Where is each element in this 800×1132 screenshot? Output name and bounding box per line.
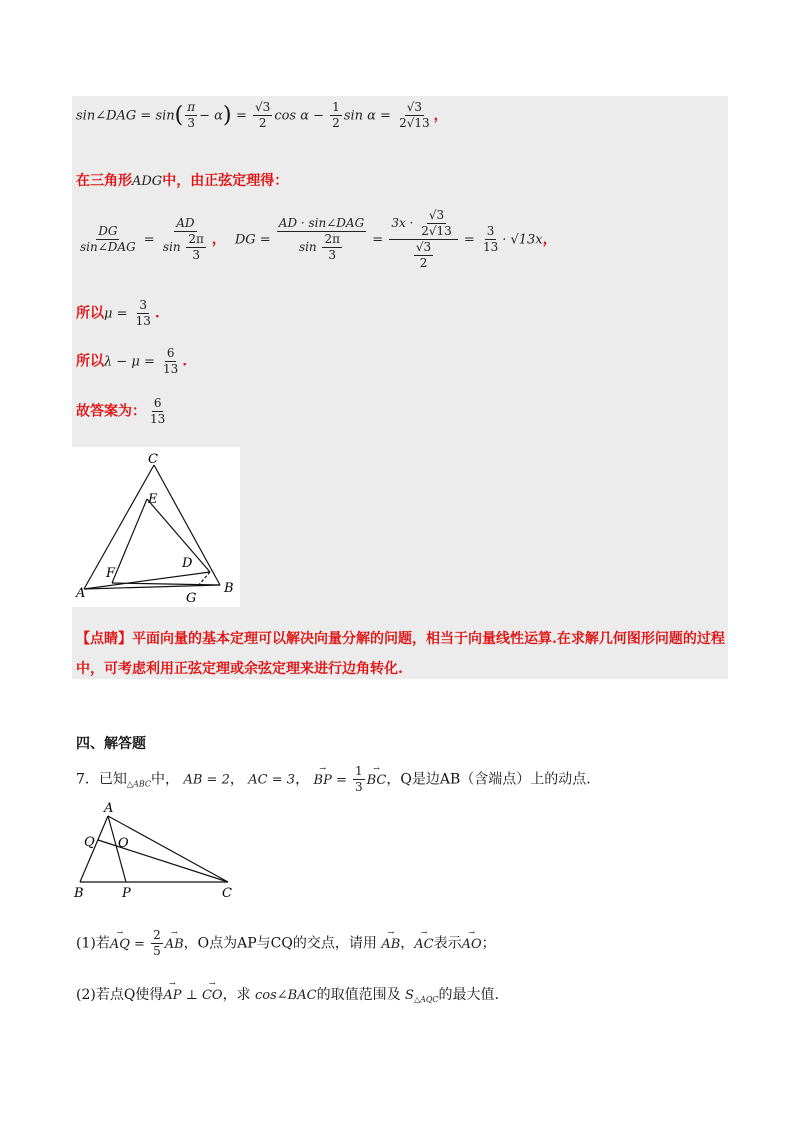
label-c: C	[222, 886, 232, 901]
edge-ef	[112, 499, 147, 583]
label-g: G	[186, 591, 197, 606]
edge-ca	[84, 465, 154, 589]
label-d: D	[182, 556, 193, 571]
mu-result: 所以μ = $\frac{3}{13}$ .	[76, 298, 160, 328]
section-title: 四、解答题	[76, 736, 146, 752]
edge-fb	[112, 583, 220, 585]
label-o: O	[118, 836, 129, 851]
triangle-figure-2	[72, 800, 242, 902]
sine-law-intro: 在三角形ADG中，由正弦定理得：	[76, 173, 289, 189]
label-b: B	[224, 581, 234, 596]
lambda-minus-mu-result: 所以λ − μ = $\frac{6}{13}$ .	[76, 346, 188, 376]
final-answer: 故答案为： $\frac{6}{13}$	[76, 396, 166, 426]
comment-line-1: 【点睛】平面向量的基本定理可以解决向量分解的问题，相当于向量线性运算.在求解几何图形问题的过程	[76, 631, 725, 647]
triangle-figure-1	[72, 447, 240, 607]
label-c: C	[148, 452, 158, 467]
problem-7-part-1: (1)若→ AQ = $\frac{2}{5}$ → AB，O点为AP与CQ的交点，请用 → AB，→ AC表示→ AO；	[76, 928, 496, 959]
problem-7-part-2: (2)若点Q使得→ AP ⊥ → CO，求 cos∠BAC的取值范围及 $S_{\triangle AQC}$的最大值.	[76, 984, 499, 1004]
formula-dg: $\frac{DG}{\text{sin∠DAG}}$ = AD sin $\frac{2\pi}{3}$ ， DG = AD · sin∠DAG sin $\frac{2\pi}{3}$ = 3x · $\frac{√3}{2√13}$ $\frac{√3}{2}$ = $\frac{3}{13}$ · √13x，	[80, 208, 557, 270]
label-e: E	[148, 492, 158, 507]
label-q: Q	[84, 835, 95, 850]
comment-line-2: 中，可考虑利用正弦定理或余弦定理来进行边角转化.	[76, 661, 403, 677]
label-p: P	[122, 886, 131, 901]
label-a: A	[76, 586, 86, 601]
formula-sin-dag: sin∠DAG = sin( $\frac{\pi}{3}$ − α) = $\frac{√3}{2}$ cos α − $\frac{1}{2}$ sin α = $\frac{√3}{2√13}$ ，	[76, 100, 448, 130]
label-a: A	[104, 801, 114, 816]
edge-ab	[84, 585, 220, 589]
problem-7-statement: 7．已知$_{\triangle ABC}$中， AB = 2， AC = 3， → BP = $\frac{1}{3}$ → BC，Q是边AB（含端点）上的动点.	[76, 764, 591, 795]
label-b: B	[74, 886, 84, 901]
label-f: F	[106, 566, 116, 581]
